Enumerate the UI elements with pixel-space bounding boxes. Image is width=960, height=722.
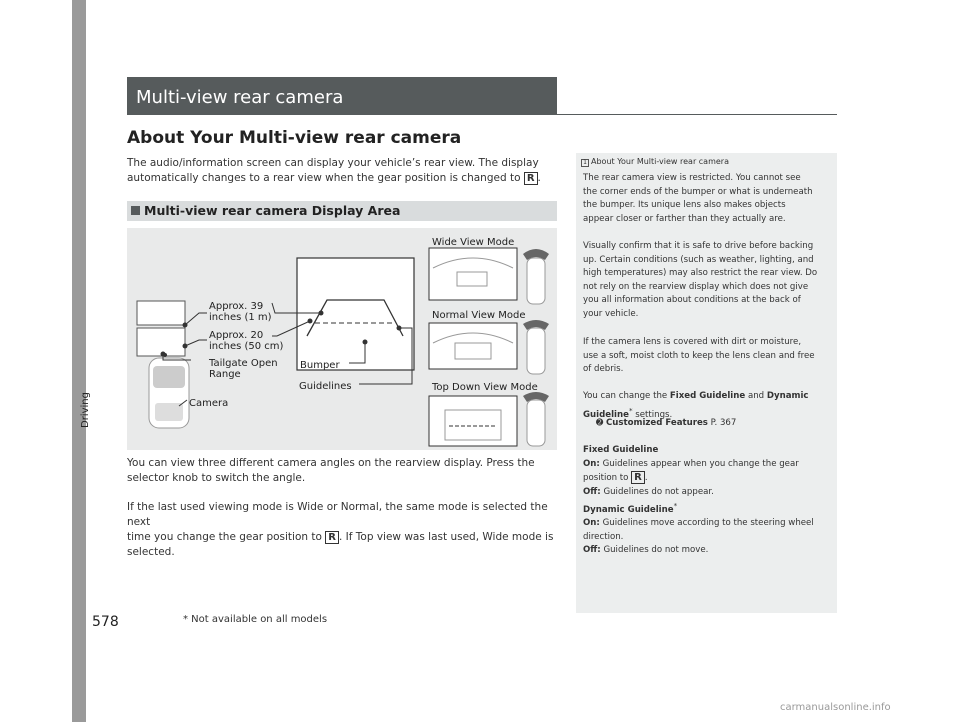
label-tailgate: [209, 358, 278, 380]
label-wide-view: Wide View Mode: [432, 237, 515, 248]
last-mode-line-3: selected.: [127, 546, 175, 558]
dynamic-guideline-title: Dynamic Guideline*: [583, 501, 678, 515]
intro-text: automatically changes to a rear view when the gear position is changed to: [127, 172, 521, 184]
chapter-tab: [72, 0, 86, 722]
note-change-line-1: [583, 390, 833, 404]
dynamic-guideline-on-line-2: direction.: [583, 531, 624, 542]
label-guidelines: Guidelines: [299, 381, 352, 392]
note-p1-line: appear closer or farther than they actually are.: [583, 213, 786, 224]
mini-car-icons: [527, 258, 545, 446]
last-mode-line-2: [127, 530, 562, 545]
watermark: carmanualsonline.info: [780, 702, 891, 713]
note-p2-line: up. Certain conditions (such as weather, lighting, and: [583, 254, 814, 265]
note-p2-line: your vehicle.: [583, 308, 639, 319]
diagram-illustration: [127, 228, 557, 450]
note-fixed-guideline: Fixed Guideline: [669, 391, 746, 401]
note-p2-line: high temperatures) may also restrict the rear view. Do: [583, 268, 818, 278]
note-p2-line: Visually confirm that it is safe to drive before backing: [583, 241, 814, 251]
fixed-on-text-2: position to: [583, 473, 629, 483]
zone-39in: [137, 301, 185, 325]
fixed-on-text: Guidelines appear when you change the gear: [602, 458, 799, 469]
note-header-text: About Your Multi-view rear camera: [591, 157, 729, 166]
note-p1-line: the bumper. Its unique lens also makes objects: [583, 200, 786, 210]
note-header: [581, 157, 729, 167]
note-p2-line: not rely on the rearview display which does not give: [583, 281, 809, 292]
rear-view-screen: [297, 258, 414, 370]
label-approx-20-line1: Approx. 20: [209, 330, 264, 341]
note-paragraph-2: [583, 240, 833, 321]
note-paragraph-1: [583, 172, 833, 226]
page-heading: About Your Multi-view rear camera: [127, 128, 462, 148]
last-mode-line-1: If the last used viewing mode is Wide or Normal, the same mode is selected the next: [127, 501, 548, 528]
label-approx-39-line2: inches (1 m): [209, 312, 272, 323]
note-guidelines-settings: [583, 444, 833, 558]
fixed-guideline-title-text: Fixed Guideline: [583, 445, 659, 455]
note-arrow-icon: 1: [581, 159, 589, 167]
note-guideline: Guideline: [583, 409, 629, 420]
footnote: * Not available on all models: [183, 614, 328, 625]
xref-label[interactable]: Customized Features: [605, 418, 708, 428]
label-camera: Camera: [189, 398, 229, 409]
angles-line-2: selector knob to switch the angle.: [127, 472, 306, 484]
angles-line-1: You can view three different camera angles on the rearview display. Press the: [127, 457, 535, 469]
note-change-text: You can change the: [583, 391, 668, 401]
intro-line-1: The audio/information screen can display your vehicle’s rear view. The display: [127, 157, 539, 169]
section-title: Multi-view rear camera: [136, 87, 344, 108]
label-approx-20: [209, 330, 283, 352]
camera-diagram: [127, 228, 557, 450]
last-mode-text-a: time you change the gear position to: [127, 531, 322, 543]
note-paragraph-3: [583, 336, 833, 377]
note-p2-line: you all information about conditions at the back of: [583, 295, 801, 305]
label-bumper: Bumper: [300, 360, 340, 371]
note-p1-line: The rear camera view is restricted. You cannot see: [583, 173, 801, 183]
label-approx-39-line1: Approx. 39: [209, 301, 264, 312]
note-p3-line: of debris.: [583, 364, 624, 374]
page-number: 578: [92, 614, 119, 630]
dynamic-guideline-on-line-1: [583, 517, 833, 531]
note-p3-line: use a soft, moist cloth to keep the lens clean and free: [583, 350, 815, 361]
dynamic-off-text: Guidelines do not move.: [603, 545, 709, 556]
square-bullet-icon: [131, 206, 140, 215]
label-approx-20-line2: inches (50 cm): [209, 341, 284, 352]
header-rule: [127, 114, 837, 115]
note-change-line-2: Guideline* settings.: [583, 405, 673, 420]
xref-page[interactable]: P. 367: [710, 418, 737, 428]
fixed-guideline-on-line-2: position to R .: [583, 472, 648, 483]
note-dynamic: Dynamic: [766, 391, 809, 401]
label-tailgate-line2: Range: [209, 369, 241, 380]
gear-r-key: R: [524, 172, 538, 185]
last-mode-paragraph: [127, 500, 562, 560]
label-top-view: Top Down View Mode: [432, 382, 538, 393]
note-and: and: [747, 391, 765, 401]
chapter-label: Driving: [80, 392, 91, 428]
off-label: Off:: [583, 545, 601, 556]
label-tailgate-line1: Tailgate Open: [209, 358, 278, 369]
last-mode-text-b: . If Top view was last used, Wide mode is: [338, 531, 554, 543]
label-approx-39: [209, 301, 272, 323]
fixed-guideline-on-line-1: [583, 458, 833, 472]
label-normal-view: Normal View Mode: [432, 310, 526, 321]
note-settings: settings.: [635, 409, 673, 420]
dynamic-guideline-off: [583, 544, 833, 558]
intro-end: .: [537, 172, 541, 184]
subheading-text: Multi-view rear camera Display Area: [144, 203, 401, 218]
note-p1-line: the corner ends of the bumper or what is underneath: [583, 186, 813, 197]
dynamic-on-text: Guidelines move according to the steering wheel: [602, 518, 814, 529]
intro-paragraph: [127, 156, 562, 186]
intro-line-2: [127, 171, 562, 186]
zone-20in: [137, 328, 185, 356]
gear-r-key: R: [631, 471, 645, 484]
on-label: On:: [583, 458, 600, 469]
on-label: On:: [583, 518, 600, 529]
sidebar: [0, 0, 67, 722]
fixed-guideline-off: [583, 486, 833, 500]
angles-paragraph: [127, 456, 562, 486]
fixed-guideline-title: [583, 444, 833, 458]
car-top-view-icon: [149, 358, 189, 428]
off-label: Off:: [583, 486, 601, 497]
dynamic-guideline-title-text: Dynamic Guideline: [583, 504, 674, 515]
customized-features-link[interactable]: [596, 418, 736, 428]
note-p3-line: If the camera lens is covered with dirt or moisture,: [583, 337, 802, 347]
gear-r-key: R: [325, 531, 339, 544]
fixed-off-text: Guidelines do not appear.: [603, 486, 714, 497]
display-area-subheading: [127, 201, 557, 221]
xref-arrow-icon: ➋: [596, 418, 606, 428]
